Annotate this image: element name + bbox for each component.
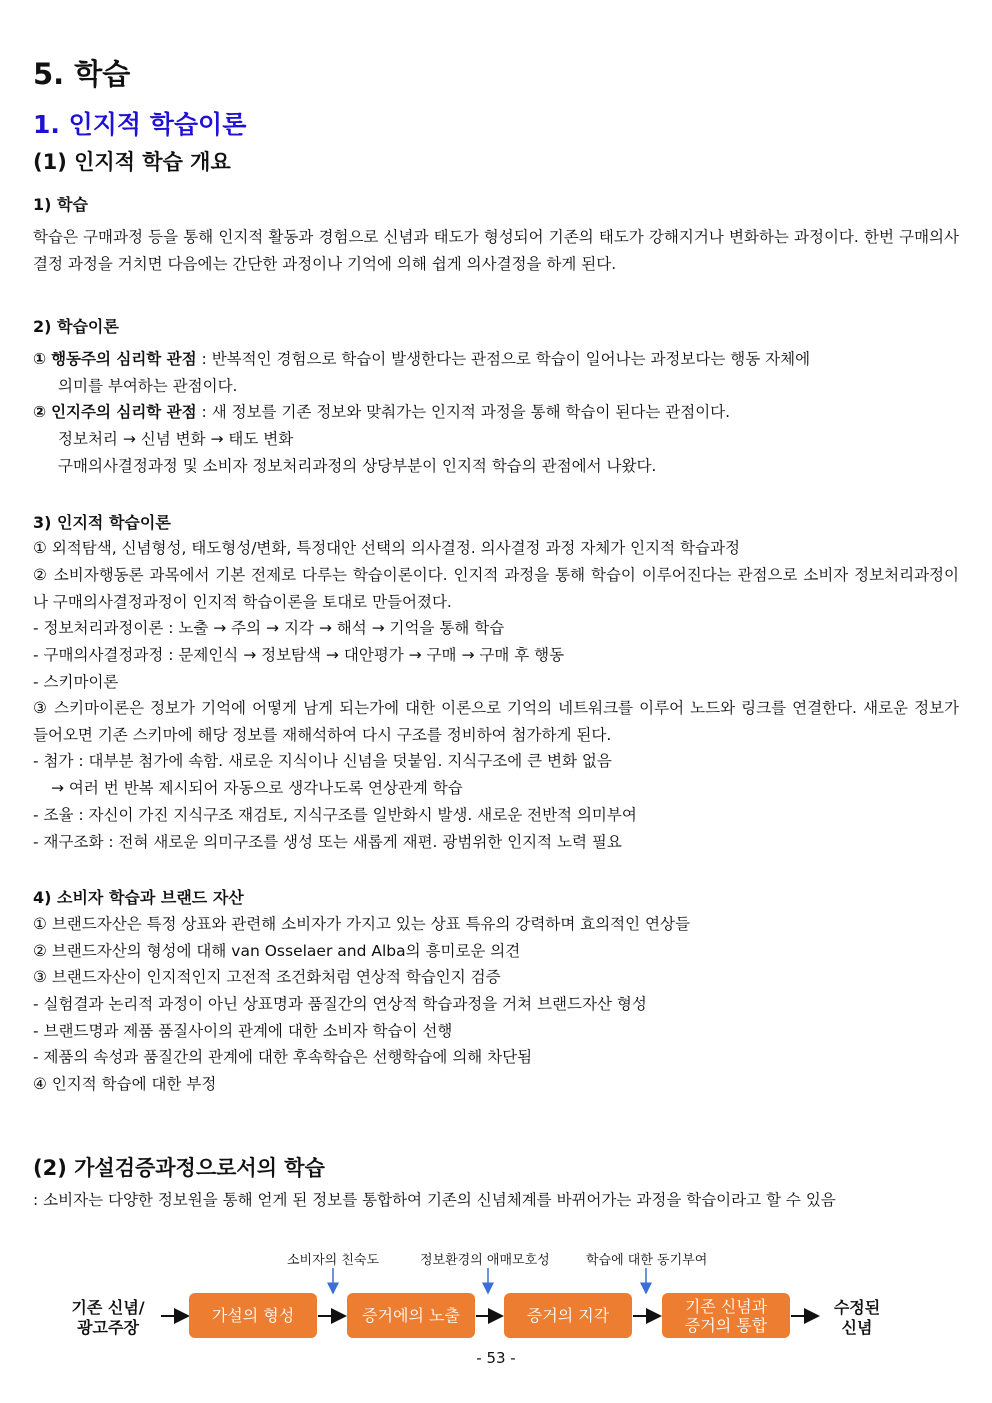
item-continuation: 구매의사결정과정 및 소비자 정보처리과정의 상당부분이 인지적 학습의 관점에서 나왔다. — [58, 457, 657, 475]
paragraph: ② 소비자행동론 과목에서 기본 전제로 다루는 학습이론이다. 인지적 과정을 통해 학습이 이루어진다는 관점으로 소비자 정보처리과정이나 구매의사결정과정이 인지적 학습이론을 토대로 만들어졌다. — [33, 566, 959, 611]
list-item: ④ 인지적 학습에 대한 부정 — [33, 1075, 217, 1093]
list-item: - 정보처리과정이론 : 노출 → 주의 → 지각 → 해석 → 기억을 통해 학습 — [33, 619, 505, 637]
list-marker: ① — [33, 350, 47, 368]
item-continuation: 의미를 부여하는 관점이다. — [58, 377, 238, 395]
item-text: : 반복적인 경험으로 학습이 발생한다는 관점으로 학습이 일어나는 과정보다는 행동 자체에 — [196, 350, 811, 368]
box-evidence-exposure: 증거에의 노출 — [347, 1293, 475, 1338]
heading-learning: 1) 학습 — [33, 195, 88, 214]
paragraph: : 소비자는 다양한 정보원을 통해 얻게 된 정보를 통합하여 기존의 신념체계를 바뀌어가는 과정을 학습이라고 할 수 있음 — [33, 1191, 836, 1209]
heading-cognitive-theory: 3) 인지적 학습이론 — [33, 513, 171, 532]
page-number: - 53 - — [476, 1349, 516, 1367]
list-item: - 구매의사결정과정 : 문제인식 → 정보탐색 → 대안평가 → 구매 → 구매 후 행동 — [33, 646, 565, 664]
box-hypothesis-formation: 가설의 형성 — [189, 1293, 317, 1338]
list-item: → 여러 번 반복 제시되어 자동으로 생각나도록 연상관계 학습 — [51, 779, 463, 797]
box-line: 기존 신념과 — [684, 1296, 768, 1316]
end-label-line: 신념 — [841, 1318, 873, 1337]
list-item: - 브랜드명과 제품 품질사이의 관계에 대한 소비자 학습이 선행 — [33, 1022, 453, 1040]
list-item: ① 브랜드자산은 특정 상표와 관련해 소비자가 가지고 있는 상표 특유의 강력하며 효의적인 연상들 — [33, 915, 690, 933]
end-label-line: 수정된 — [833, 1298, 881, 1317]
factor-label-ambiguity: 정보환경의 애매모호성 — [420, 1253, 550, 1268]
item-text: : 새 정보를 기존 정보와 맞춰가는 인지적 과정을 통해 학습이 된다는 관점이다. — [196, 403, 731, 421]
list-item: ③ 브랜드자산이 인지적인지 고전적 조건화처럼 연상적 학습인지 검증 — [33, 968, 501, 986]
list-item: ① 외적탐색, 신념형성, 태도형성/변화, 특정대안 선택의 의사결정. 의사결정 과정 자체가 인지적 학습과정 — [33, 539, 740, 557]
list-item: - 스키마이론 — [33, 673, 119, 691]
heading-brand-equity: 4) 소비자 학습과 브랜드 자산 — [33, 888, 244, 907]
list-item: - 제품의 속성과 품질간의 관계에 대한 후속학습은 선행학습에 의해 차단됨 — [33, 1048, 533, 1066]
factor-label-motivation: 학습에 대한 동기부여 — [586, 1253, 708, 1268]
factor-label-familiarity: 소비자의 친숙도 — [287, 1253, 380, 1268]
paragraph-learning: 학습은 구매과정 등을 통해 인지적 활동과 경험으로 신념과 태도가 형성되어 기존의 태도가 강해지거나 변화하는 과정이다. 한번 구매의사결정 과정을 거치면 다음에는 간단한 과정이나 기억에 의해 쉽게 의사결정을 하게 된다. — [33, 228, 959, 273]
subsection-title: (1) 인지적 학습 개요 — [33, 150, 231, 174]
diagram-end-label — [822, 1298, 892, 1338]
list-item: - 실험결과 논리적 과정이 아닌 상표명과 품질간의 연상적 학습과정을 거쳐 브랜드자산 형성 — [33, 995, 647, 1013]
list-item: - 조율 : 자신이 가진 지식구조 재검토, 지식구조를 일반화시 발생. 새로운 전반적 의미부여 — [33, 806, 637, 824]
term-cognitivism: 인지주의 심리학 관점 — [51, 403, 197, 421]
section-title: 1. 인지적 학습이론 — [33, 110, 247, 139]
list-item: - 재구조화 : 전혀 새로운 의미구조를 생성 또는 새롭게 재편. 광범위한 인지적 노력 필요 — [33, 833, 622, 851]
diagram-start-label — [58, 1298, 158, 1338]
start-label-line: 기존 신념/ — [71, 1298, 145, 1317]
paragraph: ③ 스키마이론은 정보가 기억에 어떻게 남게 되는가에 대한 이론으로 기억의 네트워크를 이루어 노드와 링크를 연결한다. 새로운 정보가 들어오면 기존 스키마에 해당 정보를 재해석하여 다시 구조를 정비하여 첨가하게 된다. — [33, 699, 959, 744]
list-item: - 첨가 : 대부분 첨가에 속함. 새로운 지식이나 신념을 덧붙임. 지식구조에 큰 변화 없음 — [33, 752, 612, 770]
term-behaviorism: 행동주의 심리학 관점 — [51, 350, 197, 368]
list-item — [33, 399, 730, 426]
list-item — [33, 346, 810, 373]
item-continuation: 정보처리 → 신념 변화 → 태도 변화 — [58, 430, 294, 448]
list-item: ② 브랜드자산의 형성에 대해 van Osselaer and Alba의 흥미로운 의견 — [33, 942, 521, 960]
heading-learning-theory: 2) 학습이론 — [33, 317, 119, 336]
box-integration — [662, 1293, 790, 1338]
chapter-title: 5. 학습 — [33, 57, 131, 91]
list-marker: ② — [33, 403, 47, 421]
start-label-line: 광고주장 — [77, 1318, 139, 1337]
subsection-title: (2) 가설검증과정으로서의 학습 — [33, 1156, 325, 1180]
box-line: 증거의 통합 — [684, 1315, 768, 1335]
box-evidence-perception: 증거의 지각 — [504, 1293, 632, 1338]
